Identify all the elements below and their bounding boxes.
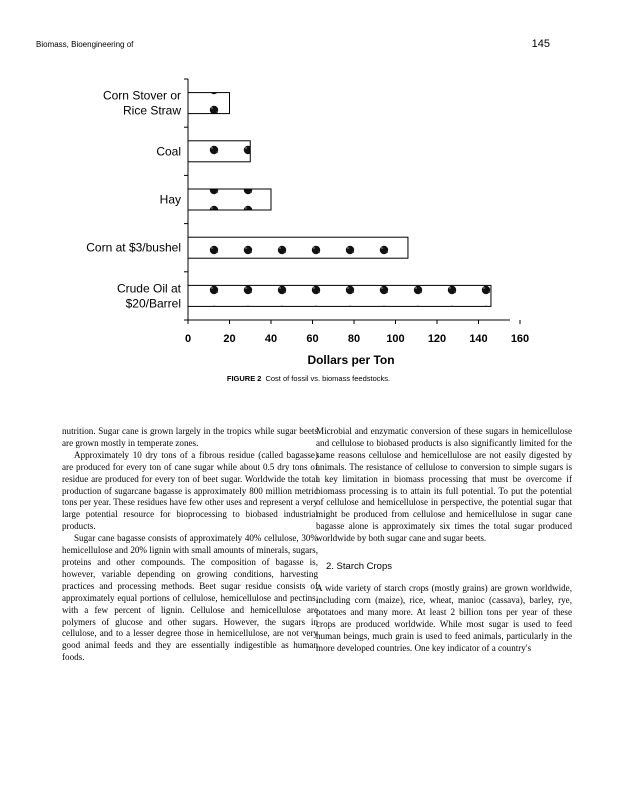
x-tick-label: 80 — [347, 333, 361, 345]
category-ticks — [184, 79, 188, 320]
bar — [188, 237, 408, 258]
paragraph: A wide variety of starch crops (mostly grains) are grown worldwide, including corn (maize), rice, wheat, manioc (cassava), barley, rye, potatoes and many more. At least 2 billion tons per year of these crops are produced worldwide. While most sugar is used to feed human beings, much grain is used to feed animals, particularly in the more developed countries. One key indicator of a country's — [316, 582, 572, 653]
cost-bar-chart — [0, 0, 617, 370]
right-column — [316, 426, 572, 654]
page-number: 145 — [531, 38, 550, 50]
x-ticks — [185, 320, 529, 345]
x-tick-label: 160 — [510, 333, 530, 345]
x-tick-label: 120 — [427, 333, 447, 345]
category-labels — [86, 89, 181, 311]
section-heading: 2. Starch Crops — [326, 561, 392, 573]
paragraph: Approximately 10 dry tons of a fibrous residue (called bagasse) are produced for every ton of cane sugar while about 0.5 dry tons of residue are produced for every ton of beet sugar. Worldwide the total production of sugarcane bagasse is approximately 800 million metric tons per year. These residues have few other uses and represent a very large potential resource for bioprocessing to biobased industrial products. — [62, 449, 318, 532]
x-tick-label: 100 — [386, 333, 405, 345]
bar — [188, 141, 250, 162]
paragraph: Sugar cane bagasse consists of approximately 40% cellulose, 30% hemicellulose and 20% lignin with small amounts of minerals, sugars, proteins and other compounds. The composition of bagasse is, however, variable depending on growing conditions, harvesting practices and processing methods. Beet sugar residue consists of approximately equal portions of cellulose, hemicellulose and pectins, with a few percent of lignin. Cellulose and hemicellulose are polymers of glucose and other sugars. However, the sugars in cellulose, and to a lesser degree those in hemicellulose, are not very good animal feeds and they are essentially indigestible as human foods. — [62, 533, 318, 663]
category-label: Coal — [156, 144, 181, 159]
bars — [188, 93, 491, 307]
figure-label: FIGURE 2 — [226, 374, 262, 383]
bar — [188, 93, 230, 114]
paragraph: nutrition. Sugar cane is grown largely in the tropics while sugar beets are grown mostly in temperate zones. — [62, 426, 318, 448]
paragraph: Microbial and enzymatic conversion of these sugars in hemicellulose and cellulose to biobased products is also significantly limited for the same reasons cellulose and hemicellulose are not easily digested by animals. The resistance of cellulose to conversion to simple sugars is a key limitation in biomass processing that must be overcome if biomass processing is to attain its full potential. To put the potential of cellulose and hemicellulose in perspective, the potential sugar that might be produced from cellulose and hemicellulose in sugar cane bagasse alone is approximately six times the total sugar produced worldwide by both sugar cane and sugar beets. — [316, 426, 572, 544]
figure-caption — [0, 374, 617, 383]
x-tick-label: 140 — [469, 333, 488, 345]
category-label: Crude Oil at $20/Barrel — [116, 281, 181, 311]
bar — [188, 285, 491, 306]
left-column — [62, 426, 318, 664]
x-tick-label: 40 — [264, 333, 278, 345]
x-axis-label: Dollars per Ton — [307, 353, 395, 367]
category-label: Hay — [159, 192, 181, 207]
category-label: Corn at $3/bushel — [86, 240, 181, 255]
x-tick-label: 60 — [306, 333, 319, 345]
figure-caption-text: Cost of fossil vs. biomass feedstocks. — [265, 374, 391, 383]
x-tick-label: 0 — [184, 333, 192, 345]
bar — [188, 189, 271, 210]
running-title: Biomass, Bioengineering of — [36, 40, 134, 49]
x-tick-label: 20 — [223, 333, 236, 345]
category-label: Corn Stover or Rice Straw — [102, 88, 181, 118]
